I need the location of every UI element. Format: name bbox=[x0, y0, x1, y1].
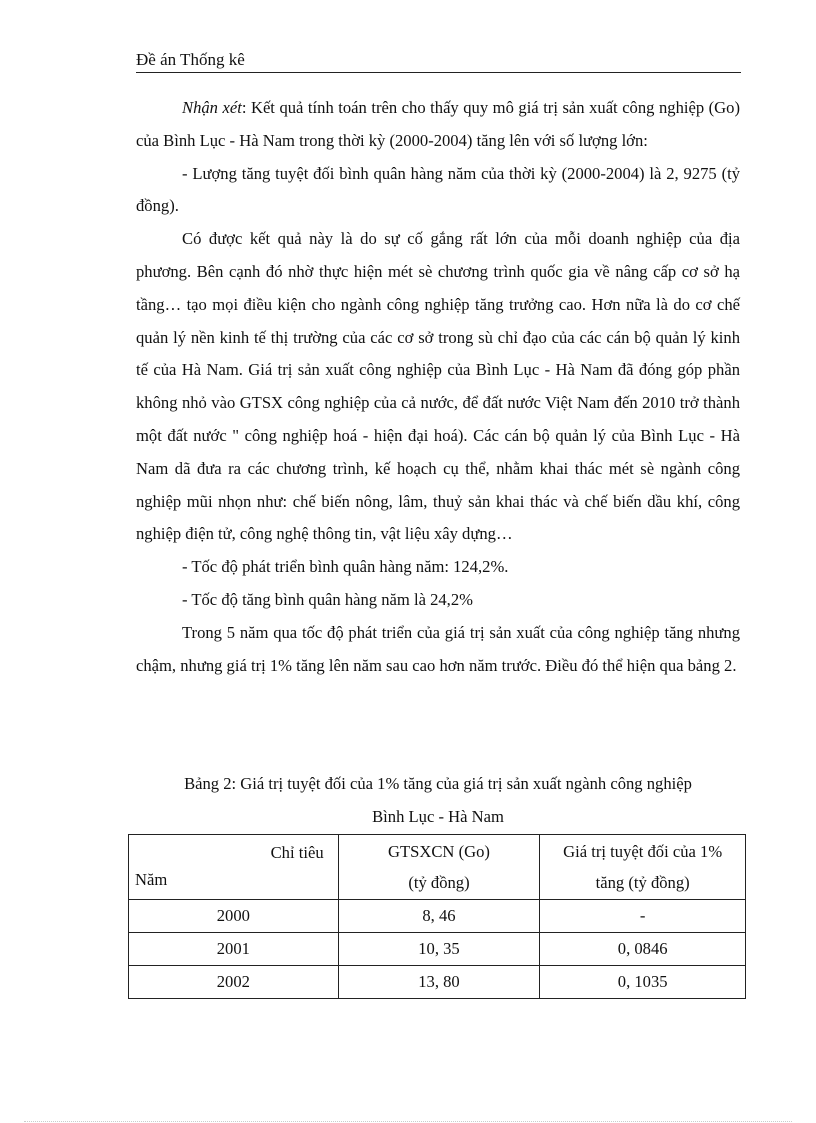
header-year-label: Năm bbox=[135, 870, 168, 889]
data-table bbox=[128, 834, 746, 999]
paragraph-increase-rate: - Tốc độ tăng bình quân hàng năm là 24,2% bbox=[182, 589, 473, 609]
page-header bbox=[136, 48, 741, 73]
table-row bbox=[129, 933, 746, 966]
gtsx-cell: 10, 35 bbox=[338, 933, 540, 966]
gtsx-cell: 13, 80 bbox=[338, 966, 540, 999]
paragraph-summary: Trong 5 năm qua tốc độ phát triển của giá trị sản xuất của công nghiệp tăng nhưng chậm, nhưng giá trị 1% tăng lên năm sau cao hơn năm trước. Điều đó thể hiện qua bảng 2. bbox=[136, 622, 740, 675]
gtsx-cell: 8, 46 bbox=[338, 900, 540, 933]
paragraph-explanation: Có được kết quả này là do sự cố gắng rất lớn của mỗi doanh nghiệp của địa phương. Bên cạnh đó nhờ thực hiện mét sè chương trình quốc gia về nâng cấp cơ sở hạ tầng… tạo mọi điều kiện cho ngành công nghiệp tăng trưởng cao. Hơn nữa là do cơ chế quản lý nền kinh tế thị trường của các cơ sở trong sù chỉ đạo của các cán bộ quản lý kinh tế của Hà Nam. Giá trị sản xuất công nghiệp của Bình Lục - Hà Nam đã đóng góp phần không nhỏ vào GTSX công nghiệp của cả nước, để đất nước Việt Nam đến 2010 trở thành một đất nước " công nghiệp hoá - hiện đại hoá). Các cán bộ quản lý của Bình Lục - Hà Nam dã đưa ra các chương trình, kế hoạch cụ thể, nhằm khai thác mét sè ngành công nghiệp mũi nhọn như: chế biến nông, lâm, thuỷ sản khai thác và chế biến dầu khí, công nghiệp điện tử, công nghệ thông tin, vật liệu xây dựng… bbox=[136, 229, 740, 544]
table-caption bbox=[130, 768, 746, 834]
table-row bbox=[129, 966, 746, 999]
table-row bbox=[129, 900, 746, 933]
header-gtsx-line2: (tỷ đồng) bbox=[408, 873, 470, 892]
table-header-row bbox=[129, 835, 746, 900]
header-value-cell bbox=[540, 835, 746, 900]
paragraph-growth-rate: - Tốc độ phát triển bình quân hàng năm: 124,2%. bbox=[182, 557, 509, 577]
paragraph-absolute-increase: - Lượng tăng tuyệt đối bình quân hàng năm của thời kỳ (2000-2004) là 2, 9275 (tỷ đồng). bbox=[136, 163, 740, 216]
value-cell: 0, 1035 bbox=[540, 966, 746, 999]
value-cell: - bbox=[540, 900, 746, 933]
remark-label: Nhận xét bbox=[182, 98, 242, 117]
header-gtsx-line1: GTSXCN (Go) bbox=[388, 842, 490, 861]
document-body bbox=[136, 92, 740, 682]
remark-text: : Kết quả tính toán trên cho thấy quy mô giá trị sản xuất công nghiệp (Go) của Bình Lục - Hà Nam trong thời kỳ (2000-2004) tăng lên với số lượng lớn: bbox=[136, 98, 740, 150]
header-corner-cell bbox=[129, 835, 339, 900]
header-title: Đề án Thống kê bbox=[136, 50, 245, 69]
header-gtsx-cell bbox=[338, 835, 540, 900]
year-cell: 2002 bbox=[129, 966, 339, 999]
year-cell: 2001 bbox=[129, 933, 339, 966]
table-caption-line1: Bảng 2: Giá trị tuyệt đối của 1% tăng của giá trị sản xuất ngành công nghiệp bbox=[184, 774, 692, 793]
header-value-line2: tăng (tỷ đồng) bbox=[595, 873, 690, 892]
year-cell: 2000 bbox=[129, 900, 339, 933]
paragraph-remark bbox=[136, 92, 740, 158]
header-value-line1: Giá trị tuyệt đối của 1% bbox=[563, 842, 723, 861]
header-indicator-label: Chỉ tiêu bbox=[270, 843, 324, 862]
page-bottom-divider bbox=[24, 1121, 792, 1122]
table-caption-line2: Bình Lục - Hà Nam bbox=[372, 806, 504, 826]
value-cell: 0, 0846 bbox=[540, 933, 746, 966]
